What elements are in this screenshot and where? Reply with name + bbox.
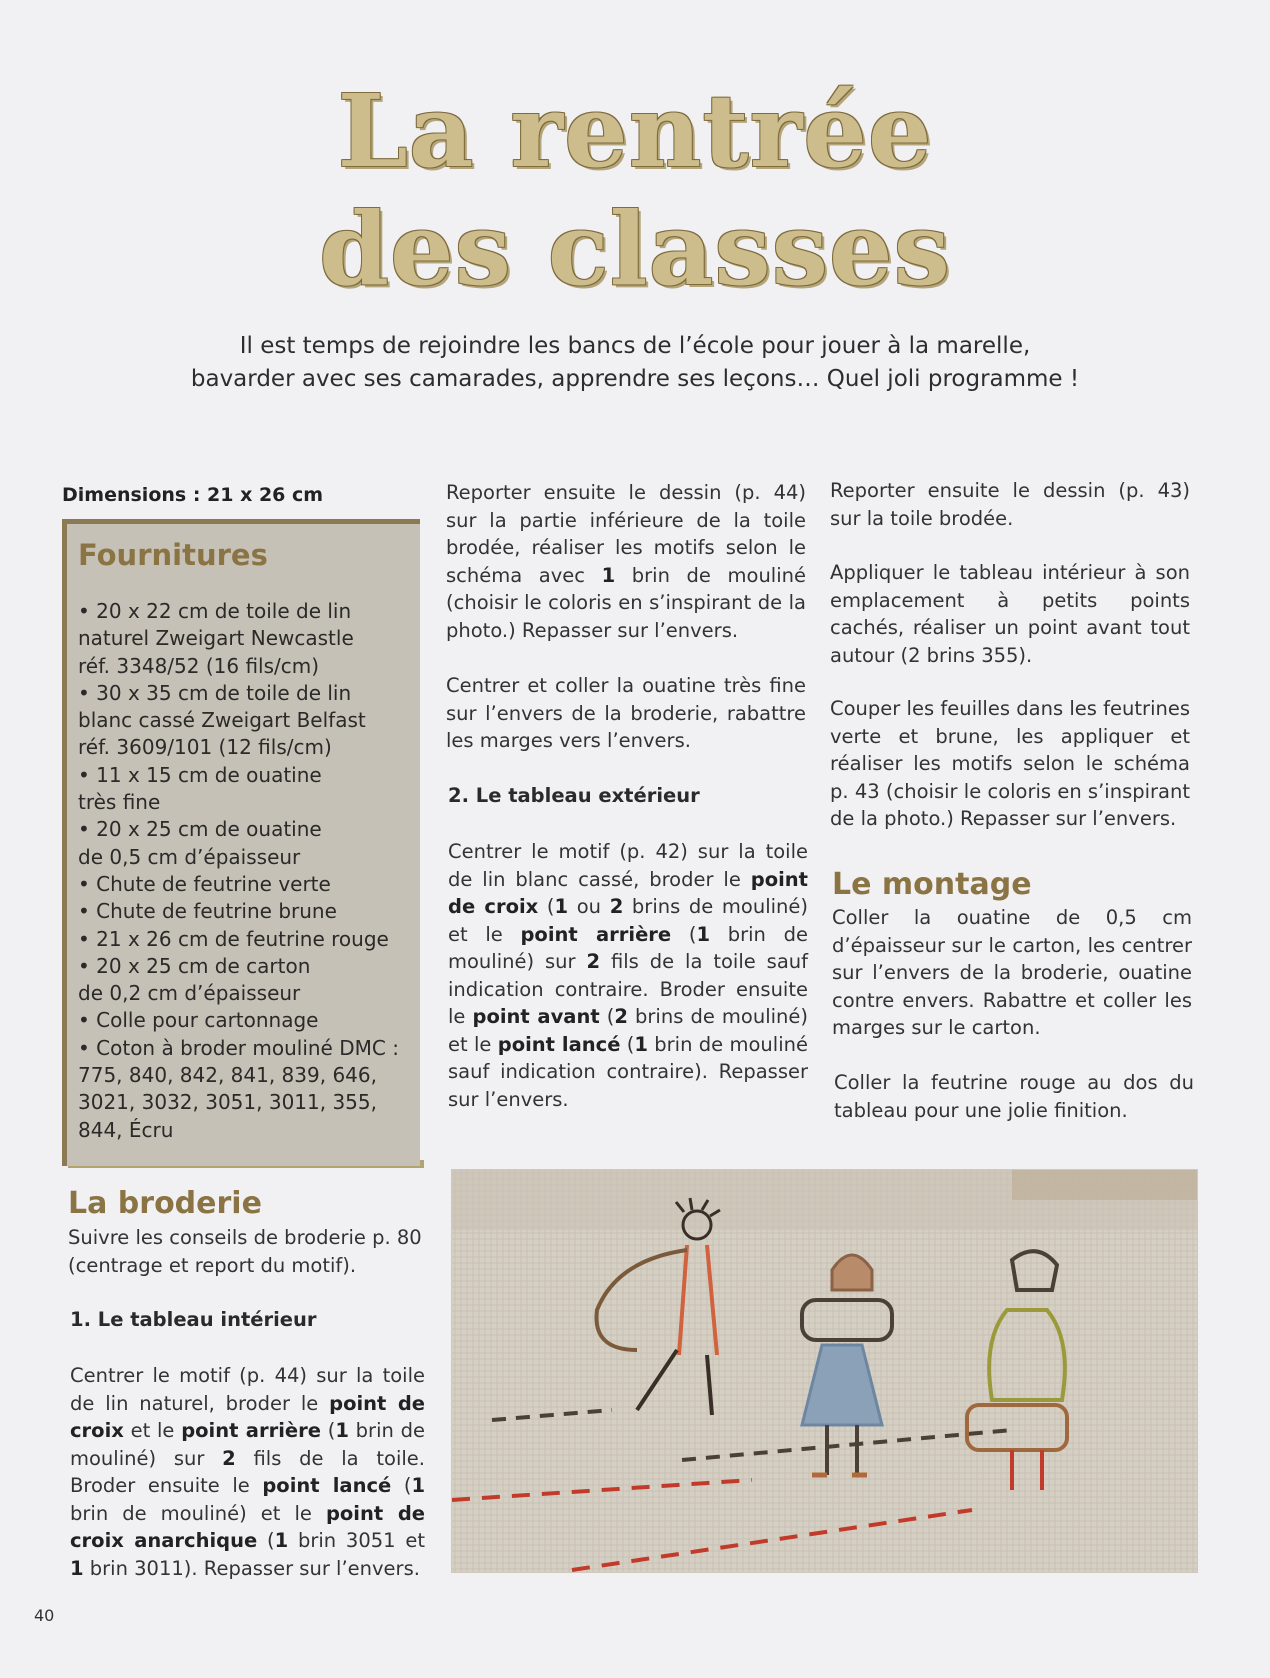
supplies-item-line: • 20 x 22 cm de toile de lin [78, 599, 352, 623]
supplies-item-line: de 0,2 cm d’épaisseur [78, 981, 301, 1006]
embroidery-photo [452, 1170, 1197, 1572]
supplies-title: Fournitures [78, 538, 268, 572]
right-paragraph-4: Coller la ouatine de 0,5 cm d’épaisseur sur le carton, les centrer sur l’envers de la broderie, ouatine contre envers. Rabattre et coller les marges sur le carton. [832, 906, 1192, 1039]
intro-line: Il est temps de rejoindre les bancs de l’école pour jouer à la marelle, [239, 333, 1031, 359]
embroidery-illustration [452, 1170, 1197, 1572]
middle-paragraph-2: Centrer et coller la ouatine très fine sur l’envers de la broderie, rabattre les marges vers l’envers. [446, 674, 806, 752]
intro-text [100, 330, 1170, 396]
supplies-item-line: • Chute de feutrine brune [78, 899, 337, 924]
supplies-list [78, 598, 418, 1144]
broderie-heading: La broderie [68, 1186, 262, 1221]
subheading-tableau-interieur: 1. Le tableau intérieur [70, 1308, 317, 1331]
intro-line: bavarder avec ses camarades, apprendre ses leçons… Quel joli programme ! [190, 366, 1080, 392]
middle-paragraph-3: Centrer le motif (p. 42) sur la toile de lin blanc cassé, broder le point de croix (1 ou 2 brins de mouliné) et le point arrière (1 brin de mouliné) sur 2 fils de la toile sauf indication contraire. Broder ensuite le point avant (2 brins de mouliné) et le point lancé (1 brin de mouliné sauf indication contraire). Repasser sur l’envers. [448, 840, 809, 1111]
right-paragraph-3: Couper les feuilles dans les feutrines verte et brune, les appliquer et réaliser les motifs selon le schéma p. 43 (choisir le coloris en s’inspirant de la photo.) Repasser sur l’envers. [830, 697, 1190, 830]
broderie-paragraph: Centrer le motif (p. 44) sur la toile de lin naturel, broder le point de croix et le point arrière (1 brin de mouliné) sur 2 fils de la toile. Broder ensuite le point lancé (1 brin de mouliné) et le point de croix anarchique (1 brin 3051 et 1 brin 3011). Repasser sur l’envers. [70, 1364, 426, 1580]
supplies-item-line: 3021, 3032, 3051, 3011, 355, [78, 1090, 377, 1115]
middle-paragraph-1: Reporter ensuite le dessin (p. 44) sur la partie inférieure de la toile brodée, réaliser les motifs selon le schéma avec 1 brin de mouliné (choisir le coloris en s’inspirant de la photo.) Repasser sur l’envers. [446, 481, 806, 642]
supplies-item-line: • 11 x 15 cm de ouatine [78, 762, 322, 787]
supplies-item-line: • Colle pour cartonnage [78, 1008, 319, 1033]
page-title-line1: La rentrée [337, 72, 933, 190]
supplies-item-line: blanc cassé Zweigart Belfast [78, 708, 366, 733]
supplies-item-line: 775, 840, 842, 841, 839, 646, [78, 1063, 377, 1088]
supplies-item-line: • 30 x 35 cm de toile de lin [78, 680, 352, 705]
right-paragraph-1: Reporter ensuite le dessin (p. 43) sur la toile brodée. [830, 479, 1190, 530]
supplies-item-line: • Chute de feutrine verte [78, 871, 331, 896]
supplies-item-line: • 21 x 26 cm de feutrine rouge [78, 926, 389, 951]
supplies-item-line: naturel Zweigart Newcastle [78, 626, 354, 651]
supplies-item-line: très fine [78, 790, 161, 815]
page-title-line2: des classes [319, 190, 951, 308]
montage-heading: Le montage [832, 867, 1032, 902]
supplies-item-line: réf. 3609/101 (12 fils/cm) [78, 735, 332, 760]
broderie-intro: Suivre les conseils de broderie p. 80 (centrage et report du motif). [68, 1226, 422, 1277]
supplies-item-line: réf. 3348/52 (16 fils/cm) [78, 653, 320, 678]
dimensions-label: Dimensions : 21 x 26 cm [62, 484, 324, 506]
supplies-item-line: 844, Écru [78, 1117, 174, 1142]
supplies-item-line: • Coton à broder mouliné DMC : [78, 1035, 399, 1060]
right-paragraph-5: Coller la feutrine rouge au dos du tableau pour une jolie finition. [834, 1071, 1194, 1122]
subheading-tableau-exterieur: 2. Le tableau extérieur [448, 784, 700, 807]
right-paragraph-2: Appliquer le tableau intérieur à son emplacement à petits points cachés, réaliser un point avant tout autour (2 brins 355). [830, 561, 1190, 667]
supplies-item-line: • 20 x 25 cm de ouatine [78, 817, 322, 842]
supplies-item-line: • 20 x 25 cm de carton [78, 953, 311, 978]
page-number: 40 [34, 1606, 55, 1625]
supplies-item-line: de 0,5 cm d’épaisseur [78, 844, 301, 869]
